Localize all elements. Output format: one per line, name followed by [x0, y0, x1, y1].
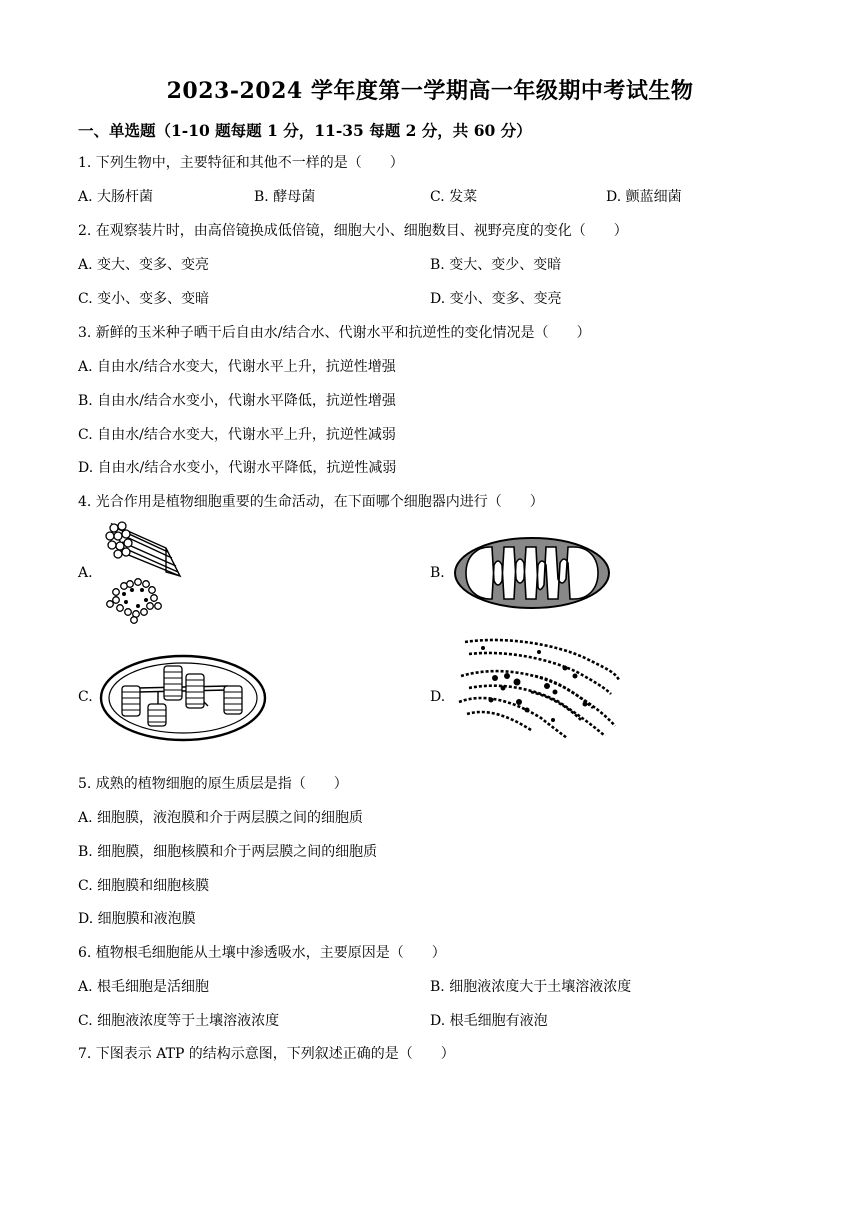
- page-title: 2023-2024 学年度第一学期高一年级期中考试生物: [166, 78, 694, 104]
- question-6-option-a[interactable]: A. 根毛细胞是活细胞: [78, 979, 210, 995]
- question-6-option-d[interactable]: D. 根毛细胞有液泡: [430, 1013, 548, 1029]
- mitochondrion-illustration[interactable]: [452, 535, 612, 611]
- question-3-stem: 3. 新鲜的玉米种子晒干后自由水/结合水、代谢水平和抗逆性的变化情况是（ ）: [78, 325, 591, 341]
- question-4-option-b-label[interactable]: B.: [430, 565, 445, 581]
- question-1-option-d[interactable]: D. 颤蓝细菌: [606, 189, 682, 205]
- question-1-option-b[interactable]: B. 酵母菌: [254, 189, 316, 205]
- question-4-stem: 4. 光合作用是植物细胞重要的生命活动，在下面哪个细胞器内进行（ ）: [78, 494, 544, 510]
- section-heading: 一、单选题（1-10 题每题 1 分，11-35 每题 2 分，共 60 分）: [78, 121, 532, 140]
- question-2-option-c[interactable]: C. 变小、变多、变暗: [78, 291, 210, 307]
- question-2-option-b[interactable]: B. 变大、变少、变暗: [430, 257, 562, 273]
- question-5-option-a[interactable]: A. 细胞膜，液泡膜和介于两层膜之间的细胞质: [78, 810, 364, 826]
- question-5-stem: 5. 成熟的植物细胞的原生质层是指（ ）: [78, 776, 348, 792]
- endoplasmic-reticulum-illustration[interactable]: [455, 632, 627, 744]
- question-4-option-c-label[interactable]: C.: [78, 689, 93, 705]
- question-1-option-c[interactable]: C. 发菜: [430, 189, 478, 205]
- question-5-option-d[interactable]: D. 细胞膜和液泡膜: [78, 911, 196, 927]
- question-1-option-a[interactable]: A. 大肠杆菌: [78, 189, 154, 205]
- question-6-option-c[interactable]: C. 细胞液浓度等于土壤溶液浓度: [78, 1013, 280, 1029]
- question-2-stem: 2. 在观察装片时，由高倍镜换成低倍镜，细胞大小、细胞数目、视野亮度的变化（ ）: [78, 223, 628, 239]
- question-5-option-c[interactable]: C. 细胞膜和细胞核膜: [78, 878, 210, 894]
- question-3-option-d[interactable]: D. 自由水/结合水变小，代谢水平降低，抗逆性减弱: [78, 460, 397, 476]
- question-3-option-b[interactable]: B. 自由水/结合水变小，代谢水平降低，抗逆性增强: [78, 393, 396, 409]
- chloroplast-illustration[interactable]: [98, 652, 268, 744]
- question-6-stem: 6. 植物根毛细胞能从土壤中渗透吸水，主要原因是（ ）: [78, 945, 446, 961]
- question-2-option-a[interactable]: A. 变大、变多、变亮: [78, 257, 210, 273]
- question-7-stem: 7. 下图表示 ATP 的结构示意图，下列叙述正确的是（ ）: [78, 1046, 455, 1062]
- question-6-option-b[interactable]: B. 细胞液浓度大于土壤溶液浓度: [430, 979, 632, 995]
- question-4-option-a-label[interactable]: A.: [78, 565, 93, 581]
- question-5-option-b[interactable]: B. 细胞膜，细胞核膜和介于两层膜之间的细胞质: [78, 844, 378, 860]
- question-2-option-d[interactable]: D. 变小、变多、变亮: [430, 291, 562, 307]
- question-3-option-c[interactable]: C. 自由水/结合水变大，代谢水平上升，抗逆性减弱: [78, 427, 396, 443]
- question-3-option-a[interactable]: A. 自由水/结合水变大，代谢水平上升，抗逆性增强: [78, 359, 396, 375]
- centriole-illustration[interactable]: [96, 518, 188, 626]
- question-1-stem: 1. 下列生物中，主要特征和其他不一样的是（ ）: [78, 155, 404, 171]
- question-4-option-d-label[interactable]: D.: [430, 689, 446, 705]
